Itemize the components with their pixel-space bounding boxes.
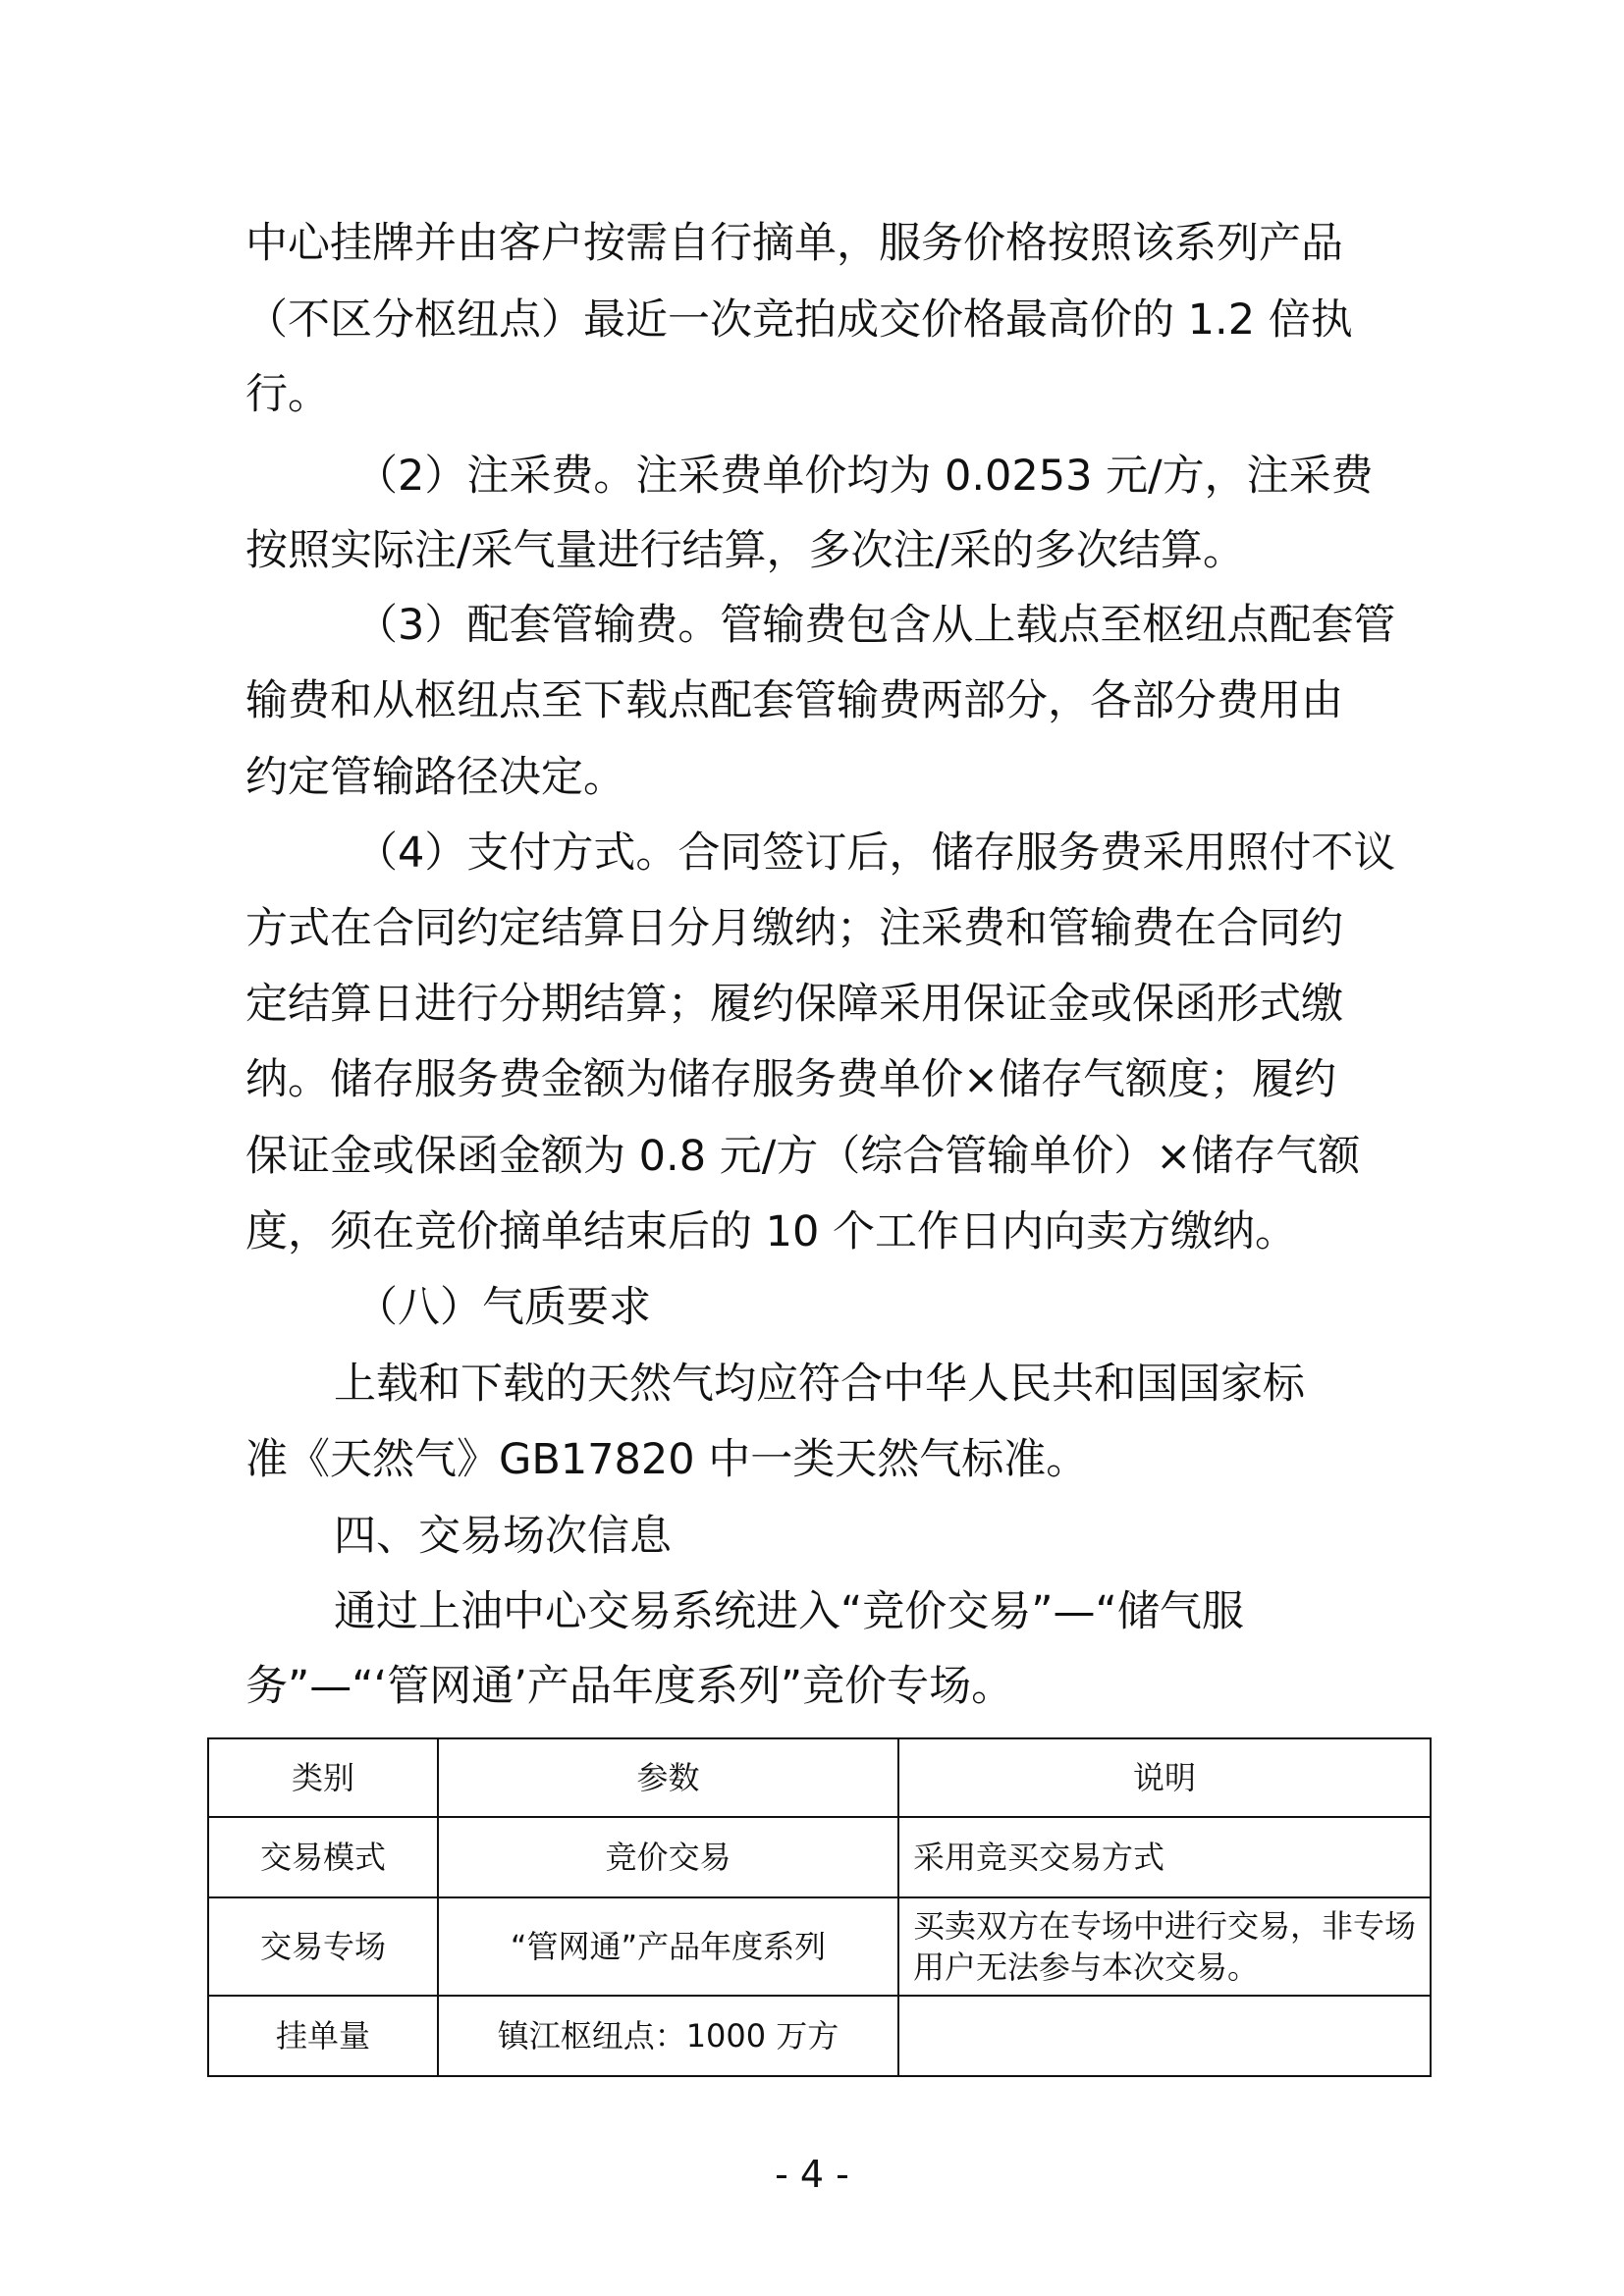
table-cell: 竞价交易 [438, 1817, 898, 1897]
item-injection-fee: （2）注采费。注采费单价均为 0.0253 元/方，注采费 [355, 452, 1374, 501]
paragraph-line: 上载和下载的天然气均应符合中华人民共和国国家标 [334, 1360, 1305, 1409]
table-row [208, 1996, 1431, 2076]
table-cell: 买卖双方在专场中进行交易，非专场用户无法参与本次交易。 [898, 1897, 1431, 1996]
table-header-row [208, 1738, 1431, 1817]
paragraph-line: 行。 [245, 370, 330, 419]
page-number: - 4 - [775, 2153, 849, 2196]
paragraph-line: 按照实际注/采气量进行结算，多次注/采的多次结算。 [245, 526, 1245, 575]
section-heading-trading-session: 四、交易场次信息 [334, 1512, 672, 1561]
paragraph-line: 中心挂牌并由客户按需自行摘单，服务价格按照该系列产品 [245, 219, 1343, 268]
paragraph-line: 约定管输路径决定。 [245, 753, 625, 802]
table-header-cell: 类别 [208, 1738, 438, 1817]
paragraph-line: （不区分枢纽点）最近一次竞拍成交价格最高价的 1.2 倍执 [245, 295, 1353, 345]
paragraph-line: 保证金或保函金额为 0.8 元/方（综合管输单价）×储存气额 [245, 1132, 1361, 1181]
paragraph-line: 准《天然气》GB17820 中一类天然气标准。 [245, 1435, 1089, 1484]
table-header-cell: 说明 [898, 1738, 1431, 1817]
section-heading-gas-quality: （八）气质要求 [355, 1283, 651, 1332]
table-cell: 镇江枢纽点：1000 万方 [438, 1996, 898, 2076]
table-cell: 挂单量 [208, 1996, 438, 2076]
paragraph-line: 度，须在竞价摘单结束后的 10 个工作日内向卖方缴纳。 [245, 1207, 1298, 1256]
trading-parameters-table [207, 1737, 1432, 2077]
paragraph-line: 方式在合同约定结算日分月缴纳；注采费和管输费在合同约 [245, 904, 1343, 953]
table-row [208, 1897, 1431, 1996]
paragraph-line: 输费和从枢纽点至下载点配套管输费两部分，各部分费用由 [245, 676, 1343, 725]
item-pipeline-fee: （3）配套管输费。管输费包含从上载点至枢纽点配套管 [355, 601, 1396, 650]
table-cell [898, 1996, 1431, 2076]
item-payment-method: （4）支付方式。合同签订后，储存服务费采用照付不议 [355, 828, 1396, 878]
table-cell: “管网通”产品年度系列 [438, 1897, 898, 1996]
table-header-cell: 参数 [438, 1738, 898, 1817]
table-cell: 采用竞买交易方式 [898, 1817, 1431, 1897]
table-row [208, 1817, 1431, 1897]
paragraph-line: 纳。储存服务费金额为储存服务费单价×储存气额度；履约 [245, 1055, 1337, 1104]
paragraph-line: 定结算日进行分期结算；履约保障采用保证金或保函形式缴 [245, 980, 1343, 1029]
paragraph-line: 务”—“‘管网通’产品年度系列”竞价专场。 [245, 1662, 1014, 1711]
paragraph-line: 通过上油中心交易系统进入“竞价交易”—“储气服 [334, 1587, 1244, 1636]
table-cell: 交易专场 [208, 1897, 438, 1996]
table-cell: 交易模式 [208, 1817, 438, 1897]
